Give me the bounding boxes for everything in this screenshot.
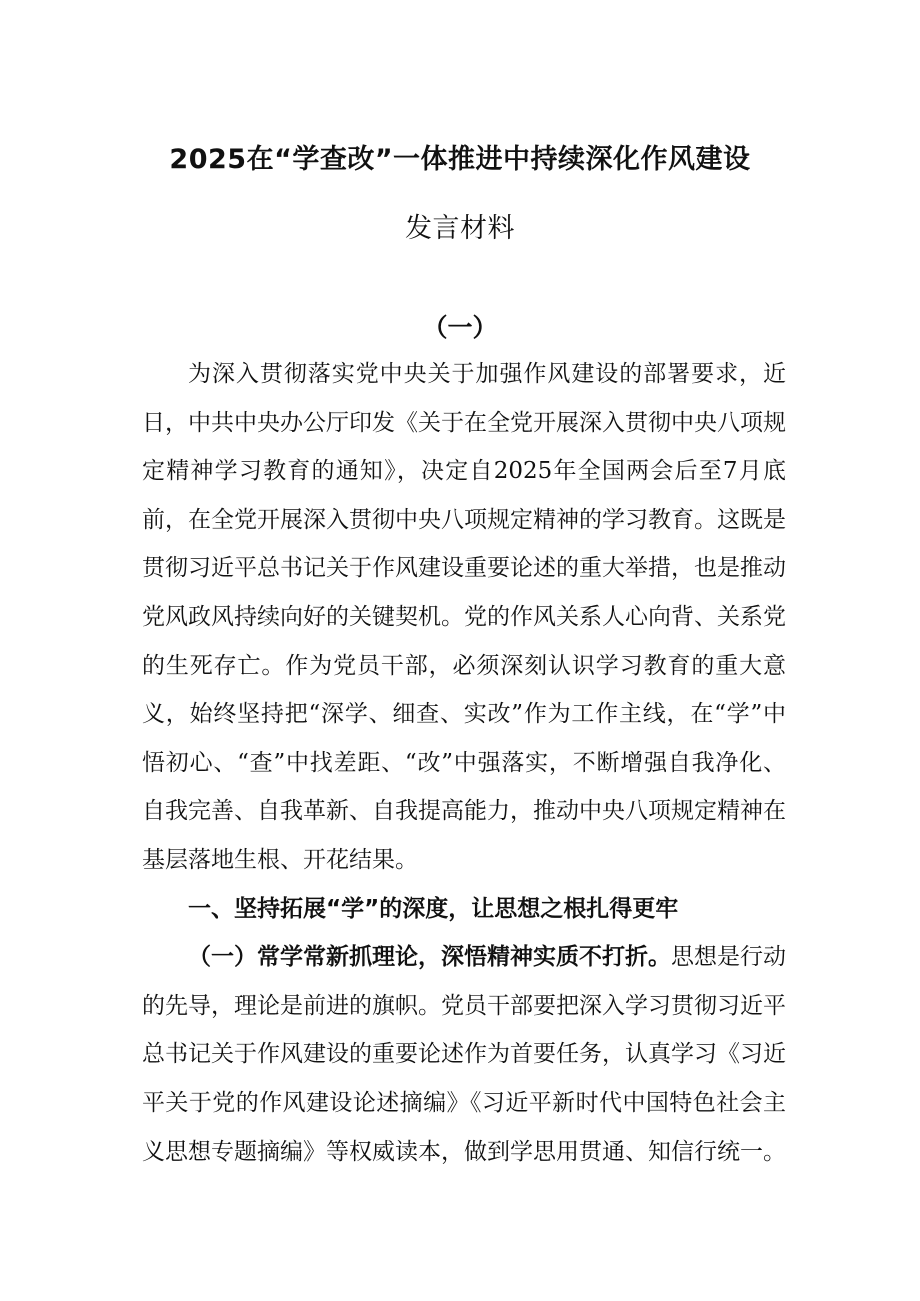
document-title-line2: 发言材料 (405, 213, 515, 244)
paragraph-2 (142, 933, 786, 1176)
section-heading-1: 一、坚持拓展“学”的深度，让思想之根扎得更牢 (188, 895, 679, 922)
document-body (142, 350, 786, 1176)
paragraph-intro: 为深入贯彻落实党中央关于加强作风建设的部署要求，近日，中共中央办公厅印发《关于在全党开展深入贯彻中央八项规定精神学习教育的通知》，决定自2025年全国两会后至7月底前，在全党开展深入贯彻中央八项规定精神的学习教育。这既是贯彻习近平总书记关于作风建设重要论述的重大举措，也是推动党风政风持续向好的关键契机。党的作风关系人心向背、关系党的生死存亡。作为党员干部，必须深刻认识学习教育的重大意义，始终坚持把“深学、细查、实改”作为工作主线，在“学”中悟初心、“查”中找差距、“改”中强落实，不断增强自我净化、自我完善、自我革新、自我提高能力，推动中央八项规定精神在基层落地生根、开花结果。 (142, 361, 786, 873)
section-number: （一） (422, 313, 498, 342)
sub-heading-1: （一）常学常新抓理论，深悟精神实质不打折。 (188, 944, 671, 971)
paragraph-2-text: 思想是行动的先导，理论是前进的旗帜。党员干部要把深入学习贯彻习近平总书记关于作风建设的重要论述作为首要任务，认真学习《习近平关于党的作风建设论述摘编》《习近平新时代中国特色社会主义思想专题摘编》等权威读本，做到学思用贯通、知信行统一。 (142, 944, 786, 1165)
document-title-line1: 2025在“学查改”一体推进中持续深化作风建设 (169, 144, 751, 175)
